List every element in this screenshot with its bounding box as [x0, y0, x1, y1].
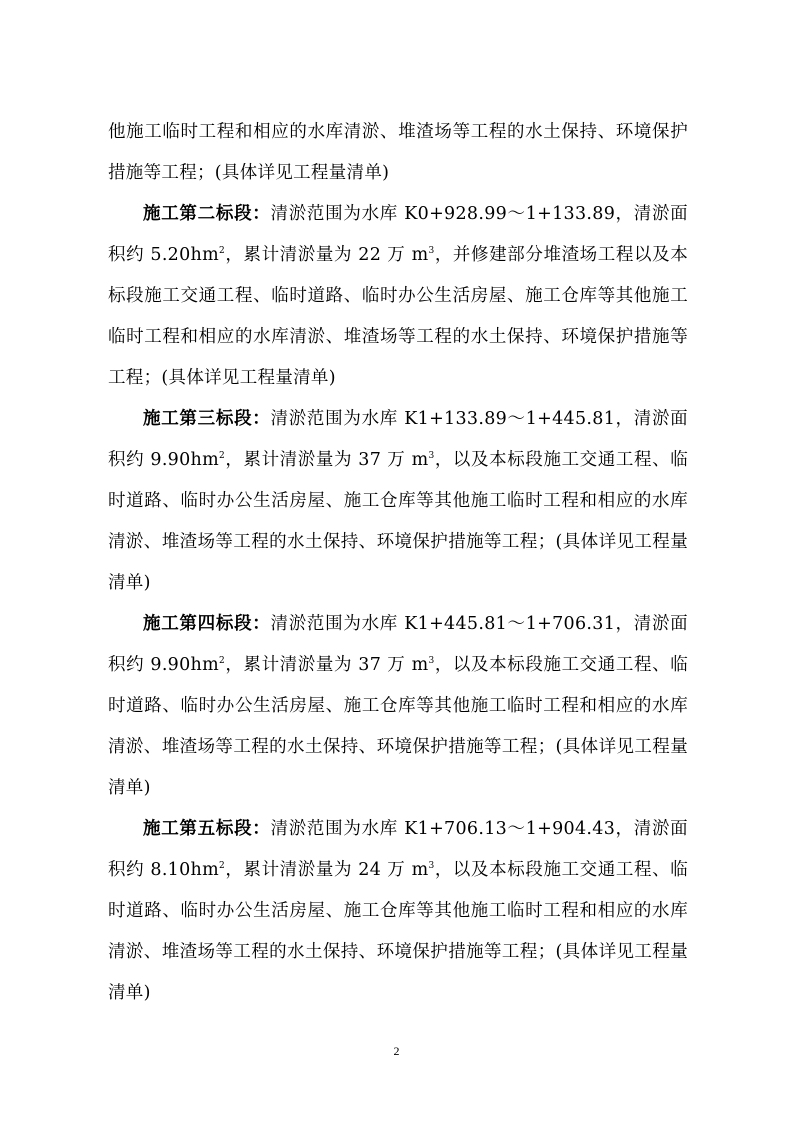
superscript: 2 [219, 656, 226, 667]
section-text: ，并修建部分堆渣场工程以及本标段施工交通工程、临时道路、临时办公生活房屋、施工仓库等其他施工临时工程和相应的水库清淤、堆渣场等工程的水土保持、环境保护措施等工程；(具体详见工程量清单) [108, 245, 689, 388]
page-number: 2 [393, 1044, 400, 1058]
superscript: 3 [428, 656, 435, 667]
superscript: 3 [428, 246, 435, 257]
superscript: 2 [219, 451, 226, 462]
section-text: ，以及本标段施工交通工程、临时道路、临时办公生活房屋、施工仓库等其他施工临时工程和相应的水库清淤、堆渣场等工程的水土保持、环境保护措施等工程；(具体详见工程量清单) [108, 655, 689, 798]
section-heading: 施工第四标段： [143, 614, 271, 634]
section-text: ，累计清淤量为 22 万 m [225, 245, 429, 265]
section-text: 清淤范围为水库 K1+445.81～1+706.31，清淤面积约 9.90hm [108, 614, 688, 675]
superscript: 2 [219, 246, 226, 257]
section-heading: 施工第五标段： [143, 819, 271, 839]
paragraph-section-5 [108, 809, 688, 1014]
paragraph-section-4 [108, 604, 688, 809]
paragraph-section-3 [108, 399, 688, 604]
section-text: ，累计清淤量为 37 万 m [225, 655, 429, 675]
paragraph-continuation [108, 112, 688, 194]
section-text: 清淤范围为水库 K0+928.99～1+133.89，清淤面积约 5.20hm [108, 204, 688, 265]
superscript: 3 [428, 861, 435, 872]
section-text: 清淤范围为水库 K1+133.89～1+445.81，清淤面积约 9.90hm [108, 409, 688, 470]
section-text: 清淤范围为水库 K1+706.13～1+904.43，清淤面积约 8.10hm [108, 819, 688, 880]
paragraph-section-2 [108, 194, 688, 399]
superscript: 2 [219, 861, 226, 872]
document-body [108, 112, 688, 1014]
section-heading: 施工第三标段： [143, 409, 271, 429]
section-text: ，累计清淤量为 24 万 m [225, 860, 429, 880]
section-text: ，累计清淤量为 37 万 m [225, 450, 429, 470]
section-text: ，以及本标段施工交通工程、临时道路、临时办公生活房屋、施工仓库等其他施工临时工程和相应的水库清淤、堆渣场等工程的水土保持、环境保护措施等工程；(具体详见工程量清单) [108, 450, 689, 593]
continuation-text: 他施工临时工程和相应的水库清淤、堆渣场等工程的水土保持、环境保护措施等工程；(具体详见工程量清单) [108, 122, 688, 183]
superscript: 3 [428, 451, 435, 462]
section-heading: 施工第二标段： [143, 204, 271, 224]
section-text: ，以及本标段施工交通工程、临时道路、临时办公生活房屋、施工仓库等其他施工临时工程和相应的水库清淤、堆渣场等工程的水土保持、环境保护措施等工程；(具体详见工程量清单) [108, 860, 689, 1003]
